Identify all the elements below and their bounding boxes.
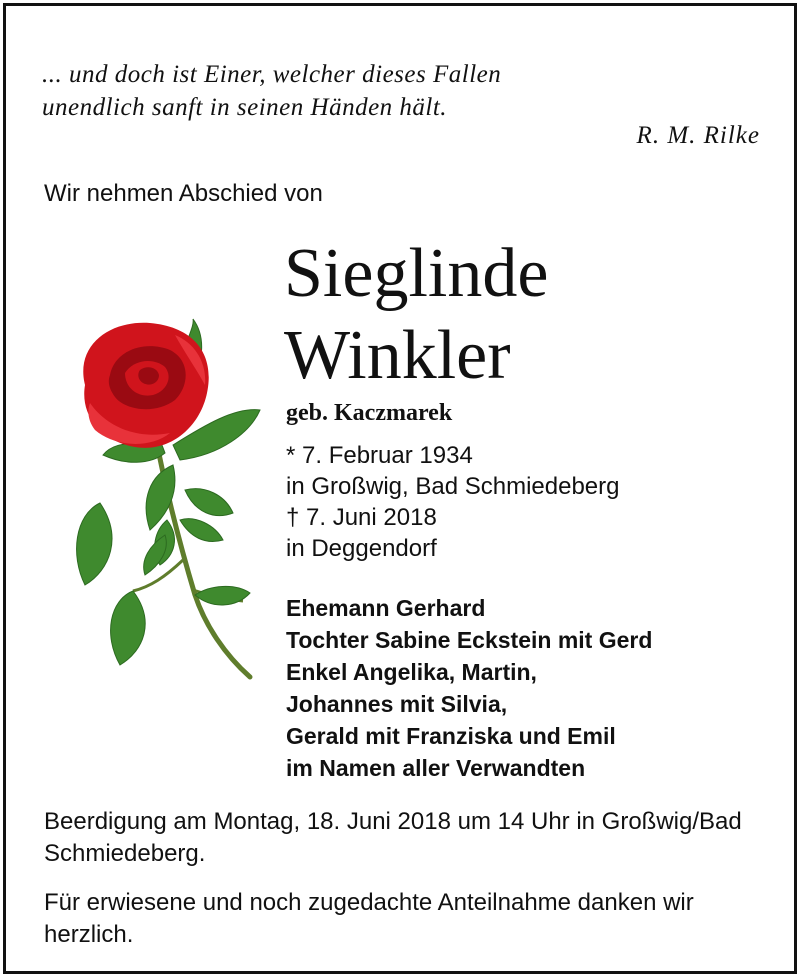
mourner-line: Tochter Sabine Eckstein mit Gerd (286, 627, 653, 653)
rilke-quote (42, 58, 501, 124)
birth-date: * 7. Februar 1934 (286, 442, 473, 469)
last-name: Winkler (284, 317, 511, 394)
death-place: in Deggendorf (286, 535, 437, 562)
life-dates (286, 440, 620, 564)
thanks-text: Für erwiesene und noch zugedachte Anteilnahme danken wir herzlich. (44, 889, 694, 948)
quote-line: unendlich sanft in seinen Händen hält. (42, 94, 448, 121)
first-name: Sieglinde (284, 235, 549, 312)
quote-author: R. M. Rilke (636, 122, 760, 149)
mourners-list (286, 592, 652, 784)
red-rose-icon (55, 315, 270, 695)
quote-line: ... und doch ist Einer, welcher dieses Fallen (42, 61, 502, 88)
maiden-name: geb. Kaczmarek (286, 400, 453, 426)
death-date: † 7. Juni 2018 (286, 504, 437, 531)
mourner-line: im Namen aller Verwandten (286, 755, 586, 781)
mourner-line: Ehemann Gerhard (286, 595, 486, 621)
mourner-line: Johannes mit Silvia, (286, 691, 508, 717)
deceased-name (284, 233, 548, 397)
intro-text: Wir nehmen Abschied von (44, 180, 323, 207)
birth-place: in Großwig, Bad Schmiedeberg (286, 473, 620, 500)
funeral-info: Beerdigung am Montag, 18. Juni 2018 um 14 Uhr in Großwig/Bad Schmiedeberg. (44, 808, 742, 867)
mourner-line: Enkel Angelika, Martin, (286, 659, 537, 685)
mourner-line: Gerald mit Franziska und Emil (286, 723, 616, 749)
